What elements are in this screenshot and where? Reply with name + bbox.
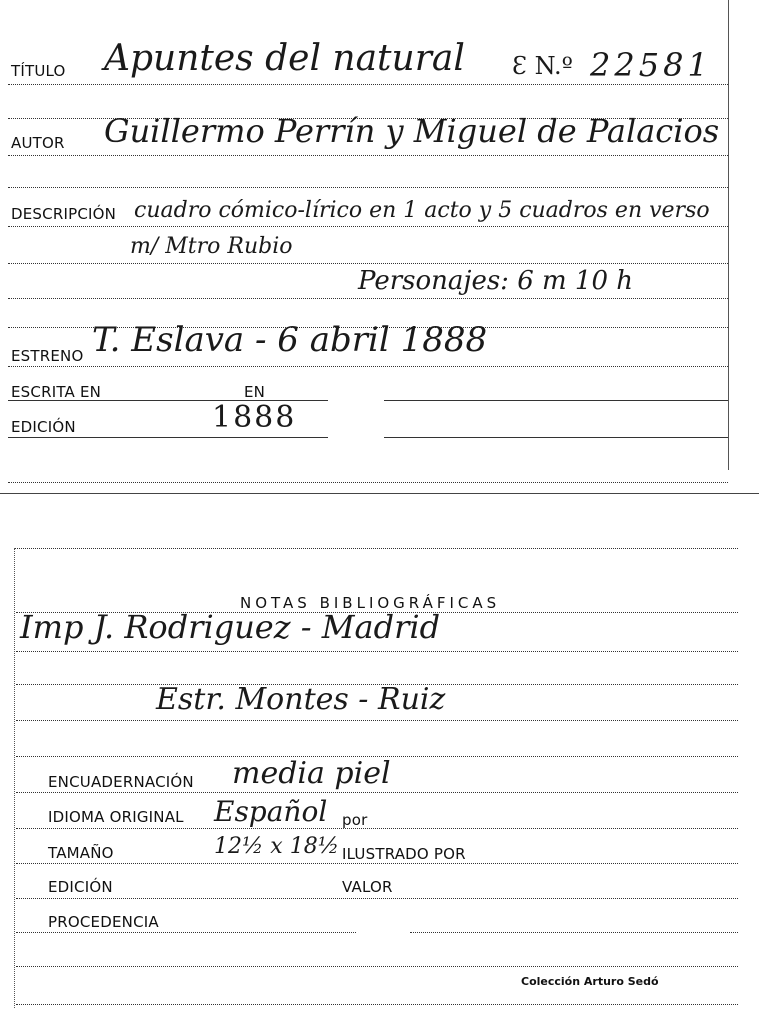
footer-collection: Colección Arturo Sedó <box>521 975 659 988</box>
escrita-label: ESCRITA EN <box>11 383 102 401</box>
encuadernacion-value: media piel <box>232 756 391 791</box>
notes-rule-2 <box>16 651 738 652</box>
idioma-value: Español <box>214 795 328 828</box>
top-card-right-border <box>728 0 729 470</box>
tamano-rule <box>16 863 738 864</box>
card-separator <box>0 493 759 494</box>
ilustrado-label: ILUSTRADO POR <box>342 845 466 863</box>
edicion-label: EDICIÓN <box>11 418 76 436</box>
personajes-rule <box>8 298 728 299</box>
titulo-value: Apuntes del natural <box>104 38 465 79</box>
descripcion-rule <box>8 226 728 227</box>
notes-line1: Imp J. Rodriguez - Madrid <box>20 608 441 646</box>
edicion-rule-left <box>8 437 328 438</box>
bottom-card-top-rule <box>14 548 738 549</box>
valor-label: VALOR <box>342 878 393 896</box>
edicion-rule-right <box>384 437 728 438</box>
idioma-rule <box>16 828 738 829</box>
bottom-card-last-rule <box>16 1004 738 1005</box>
titulo-label: TÍTULO <box>11 62 66 80</box>
escrita-rule-right <box>384 400 728 401</box>
titulo-rule <box>8 84 728 85</box>
autor-value: Guillermo Perrín y Miguel de Palacios <box>104 112 720 150</box>
bottom-rule <box>16 966 738 967</box>
notes-line2: Estr. Montes - Ruiz <box>156 682 446 717</box>
estreno-value: T. Eslava - 6 abril 1888 <box>92 320 488 360</box>
idioma-label: IDIOMA ORIGINAL <box>48 808 184 826</box>
encuadernacion-label: ENCUADERNACIÓN <box>48 773 194 791</box>
estreno-rule <box>8 366 728 367</box>
bottom-card-left-border <box>14 548 15 1008</box>
autor-rule <box>8 155 728 156</box>
notes-rule-4 <box>16 720 738 721</box>
encuadernacion-rule <box>16 792 738 793</box>
tamano-value: 12½ x 18½ <box>214 834 340 859</box>
tamano-label: TAMAÑO <box>48 844 114 862</box>
autor-rule-2 <box>8 187 728 188</box>
estreno-label: ESTRENO <box>11 347 84 365</box>
descripcion-label: DESCRIPCIÓN <box>11 205 117 223</box>
edicion2-label: EDICIÓN <box>48 878 113 896</box>
en-label: EN <box>244 383 266 401</box>
descripcion-line1: cuadro cómico-lírico en 1 acto y 5 cuadros en verso <box>134 198 710 223</box>
edicion2-rule <box>16 898 738 899</box>
edicion-value: 1888 <box>212 400 297 435</box>
descripcion-line2: m/ Mtro Rubio <box>130 234 293 259</box>
procedencia-rule-left <box>16 932 356 933</box>
registro-prefix: Ɛ N.º <box>512 52 573 80</box>
personajes-value: Personajes: 6 m 10 h <box>358 266 634 296</box>
descripcion-rule-2 <box>8 263 728 264</box>
autor-label: AUTOR <box>11 134 65 152</box>
procedencia-rule-right <box>410 932 738 933</box>
top-card-bottom-rule <box>8 482 728 483</box>
notas-heading: NOTAS BIBLIOGRÁFICAS <box>240 594 501 612</box>
registro-number: 22581 <box>590 46 712 84</box>
por-label: por <box>342 811 368 829</box>
procedencia-label: PROCEDENCIA <box>48 913 159 931</box>
